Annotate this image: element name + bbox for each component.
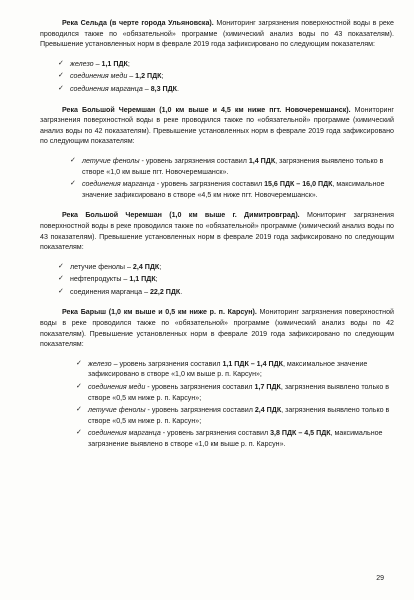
indicator-value: 2,4 ПДК	[254, 406, 282, 415]
list-item	[40, 262, 394, 273]
section-paragraph	[40, 307, 394, 349]
section-text: Мониторинг загрязнения поверхностной воды в реке проводился также по «обязательной» программе (химический анализ воды по 43 показателям). Превышение установленных норм в феврале 2019 года зафиксировано по следующим показателям:	[40, 211, 394, 252]
indicator-text: , загрязнения выявлено только в створе «0,5 км ниже р. п. Карсун»;	[88, 383, 390, 402]
checkmark-icon: ✓	[76, 406, 82, 414]
indicator-text: - уровень загрязнения составил	[154, 180, 265, 189]
list-item	[40, 274, 394, 285]
checkmark-icon: ✓	[58, 84, 64, 92]
checkmark-icon: ✓	[58, 262, 64, 270]
indicator-text: .	[177, 84, 179, 93]
section-paragraph	[40, 18, 394, 50]
separator: –	[142, 84, 151, 93]
checkmark-icon: ✓	[58, 59, 64, 67]
indicator-text: , максимальное загрязнение выявлено в створе «1,0 км выше р. п. Карсун».	[88, 429, 383, 448]
separator: –	[121, 275, 130, 284]
separator: –	[93, 59, 102, 68]
page-number: 29	[376, 575, 384, 582]
indicator-name: соединения меди	[88, 383, 146, 392]
indicator-list	[40, 262, 394, 298]
indicator-value: 22,2 ПДК	[149, 287, 181, 296]
indicator-name: соединения марганца	[70, 287, 143, 296]
indicator-value: 1,1 ПДК	[129, 275, 156, 284]
list-item	[40, 71, 394, 82]
indicator-value: 2,4 ПДК	[132, 262, 160, 271]
indicator-value: 8,3 ПДК	[150, 84, 178, 93]
separator: –	[125, 262, 133, 271]
checkmark-icon: ✓	[76, 383, 82, 391]
checkmark-icon: ✓	[58, 72, 64, 80]
river-section	[40, 105, 394, 201]
separator: –	[142, 287, 150, 296]
indicator-name: соединения марганца	[88, 429, 161, 438]
indicator-text: , максимальное значение зафиксировано в створе «4,5 км ниже пгт. Новочеремшанск».	[82, 180, 385, 199]
list-item	[40, 179, 394, 200]
indicator-text: , загрязнения выявлено только в створе «0,5 км ниже р. п. Карсун»;	[88, 406, 390, 425]
section-text: Мониторинг загрязнения поверхностной воды в реке проводился также по «обязательной» программе (химический анализ воды по 42 показателям). Превышение установленных норм в феврале 2019 года зафиксировано по следующим показателям:	[40, 105, 394, 146]
indicator-value: 1,4 ПДК	[248, 156, 276, 165]
river-title: Река Большой Черемшан (1,0 км выше и 4,5 км ниже пгт. Новочеремшанск).	[62, 105, 351, 114]
checkmark-icon: ✓	[70, 156, 76, 164]
section-paragraph	[40, 105, 394, 147]
indicator-list	[40, 59, 394, 95]
checkmark-icon: ✓	[58, 275, 64, 283]
indicator-list	[40, 156, 394, 200]
indicator-name: летучие фенолы	[82, 156, 140, 165]
river-title: Река Большой Черемшан (1,0 км выше г. Димитровград).	[62, 211, 300, 220]
indicator-value: 1,1 ПДК	[101, 59, 128, 68]
checkmark-icon: ✓	[70, 180, 76, 188]
list-item	[40, 382, 394, 403]
river-section	[40, 307, 394, 449]
indicator-name: железо	[88, 359, 112, 368]
indicator-value: 15,6 ПДК – 16,0 ПДК	[264, 180, 333, 189]
indicator-text: - уровень загрязнения составил	[145, 406, 255, 415]
list-item	[40, 84, 394, 95]
indicator-text: ;	[155, 275, 158, 284]
indicator-list	[40, 359, 394, 450]
indicator-value: 1,1 ПДК – 1,4 ПДК	[222, 359, 283, 368]
indicator-name: нефтепродукты	[70, 275, 122, 284]
indicator-name: соединения меди	[70, 72, 128, 81]
river-title: Река Сельда (в черте города Ульяновска).	[62, 19, 214, 27]
river-section	[40, 18, 394, 95]
document-body	[40, 18, 394, 460]
list-item	[40, 405, 394, 426]
checkmark-icon: ✓	[58, 287, 64, 295]
section-text: Мониторинг загрязнения поверхностной воды в реке проводился также по «обязательной» программе (химический анализ воды по 42 показателям). Превышение установленных норм в феврале 2019 года зафиксировано по следующим показателям:	[40, 308, 394, 349]
indicator-text: , загрязнения выявлено только в створе «1,0 км выше пгт. Новочеремшанск».	[82, 156, 384, 176]
river-title: Река Барыш (1,0 км выше и 0,5 км ниже р. п. Карсун).	[62, 308, 257, 317]
list-item	[40, 156, 394, 177]
indicator-value: 1,7 ПДК	[254, 383, 281, 392]
indicator-text: – уровень загрязнения составил	[111, 359, 223, 368]
separator: –	[127, 72, 136, 81]
list-item	[40, 59, 394, 70]
list-item	[40, 428, 394, 449]
indicator-text: ;	[161, 72, 164, 81]
list-item	[40, 359, 394, 380]
indicator-name: соединения марганца	[82, 180, 155, 189]
indicator-name: железо	[70, 59, 94, 68]
list-item	[40, 287, 394, 298]
indicator-text: ;	[127, 59, 130, 68]
indicator-text: , максимальное значение зафиксировано в створе «1,0 км выше р. п. Карсун»;	[88, 359, 368, 379]
section-text: Мониторинг загрязнения поверхностной воды в реке проводился также по «обязательной» программе (химический анализ воды по 43 показателям). Превышение установленных норм в феврале 2019 года зафиксировано по следующим показателям:	[40, 19, 394, 49]
section-paragraph	[40, 210, 394, 252]
river-section	[40, 210, 394, 297]
indicator-value: 3,8 ПДК – 4,5 ПДК	[270, 429, 331, 438]
checkmark-icon: ✓	[76, 429, 82, 437]
indicator-name: летучие фенолы	[88, 406, 146, 415]
indicator-text: - уровень загрязнения составил	[160, 429, 271, 438]
checkmark-icon: ✓	[76, 359, 82, 367]
indicator-text: ;	[159, 262, 162, 271]
indicator-value: 1,2 ПДК	[135, 72, 162, 81]
indicator-text: - уровень загрязнения составил	[145, 383, 255, 392]
indicator-text: - уровень загрязнения составил	[139, 156, 249, 165]
indicator-name: соединения марганца	[70, 84, 143, 93]
indicator-name: летучие фенолы	[70, 262, 126, 271]
indicator-text: .	[180, 287, 183, 296]
